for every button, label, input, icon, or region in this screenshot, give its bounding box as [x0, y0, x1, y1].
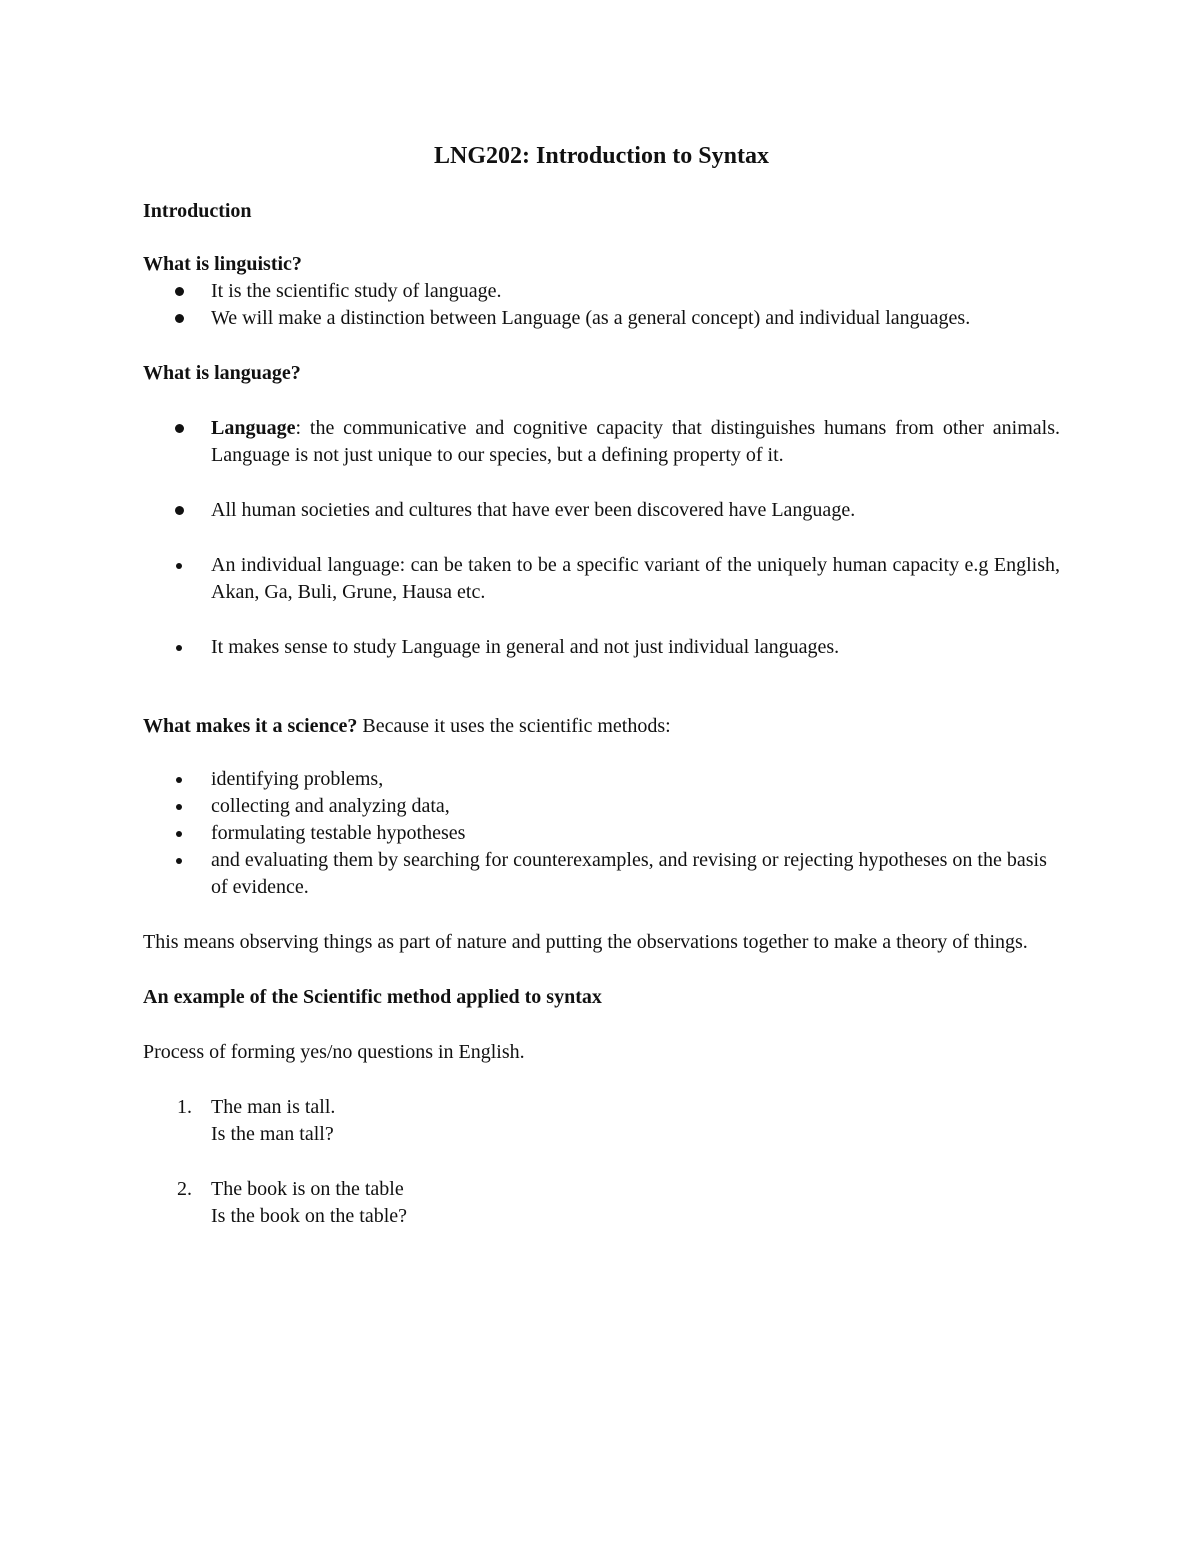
list-item: We will make a distinction between Language (as a general concept) and individual languages.: [143, 305, 1060, 332]
science-lead: Because it uses the scientific methods:: [357, 715, 671, 737]
definition-text: : the communicative and cognitive capacity that distinguishes humans from other animals. Language is not just unique to our species, but a defining property of it.: [211, 417, 1060, 466]
item-number: 2.: [177, 1178, 192, 1200]
heading-scientific-method-example: An example of the Scientific method applied to syntax: [143, 986, 602, 1008]
science-summary-paragraph: This means observing things as part of nature and putting the observations together to make a theory of things.: [143, 931, 1028, 953]
section-heading-introduction: Introduction: [143, 200, 252, 222]
term-language: Language: [211, 417, 296, 439]
language-bullet-list: [143, 415, 1060, 661]
item-number: 1.: [177, 1096, 192, 1118]
scientific-method-list: [143, 766, 1060, 901]
linguistic-bullet-list: [143, 278, 1060, 332]
heading-what-is-language: What is language?: [143, 362, 301, 384]
example-question: Is the man tall?: [211, 1123, 334, 1145]
heading-what-is-linguistic: What is linguistic?: [143, 253, 302, 275]
science-paragraph: [143, 713, 1060, 740]
list-item: identifying problems,: [143, 766, 1060, 793]
example-question: Is the book on the table?: [211, 1205, 408, 1227]
example-numbered-list: [143, 1094, 1060, 1230]
document-page: [143, 140, 1060, 1230]
example-statement: The book is on the table: [211, 1178, 404, 1200]
list-item: It makes sense to study Language in general and not just individual languages.: [143, 634, 1060, 661]
list-item: formulating testable hypotheses: [143, 820, 1060, 847]
example-item-1: [143, 1094, 1060, 1148]
list-item: An individual language: can be taken to be a specific variant of the uniquely human capacity e.g English, Akan, Ga, Buli, Grune, Hausa etc.: [143, 552, 1060, 606]
list-item: [143, 415, 1060, 469]
example-statement: The man is tall.: [211, 1096, 336, 1118]
document-title: LNG202: Introduction to Syntax: [434, 143, 769, 169]
heading-what-makes-it-a-science: What makes it a science?: [143, 715, 358, 737]
example-item-2: [143, 1176, 1060, 1230]
list-item: and evaluating them by searching for counterexamples, and revising or rejecting hypotheses on the basis of evidence.: [143, 847, 1060, 901]
list-item: All human societies and cultures that have ever been discovered have Language.: [143, 497, 1060, 524]
list-item: It is the scientific study of language.: [143, 278, 1060, 305]
example-intro: Process of forming yes/no questions in English.: [143, 1041, 525, 1063]
list-item: collecting and analyzing data,: [143, 793, 1060, 820]
